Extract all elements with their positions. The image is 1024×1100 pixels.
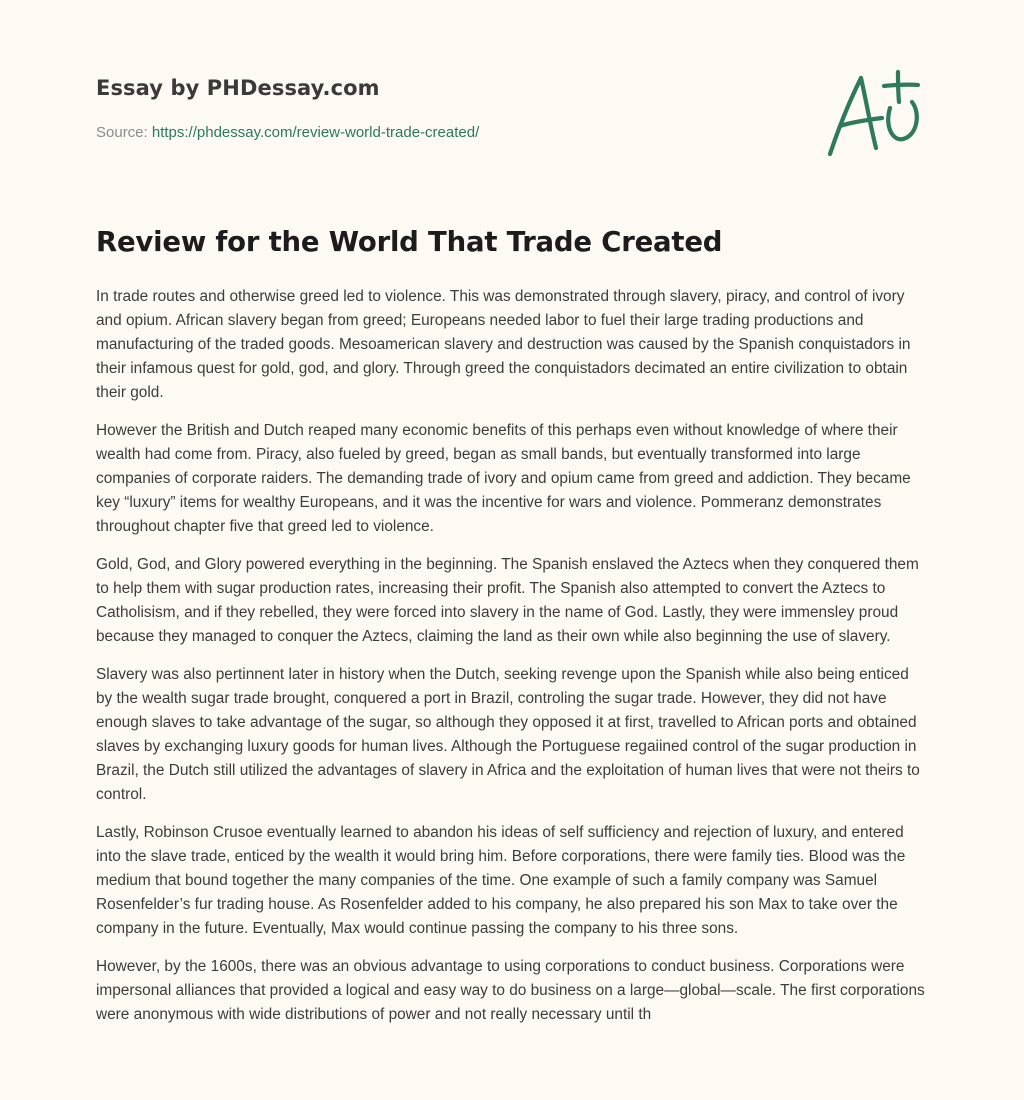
source-line [96, 124, 479, 141]
essay-paragraph: Gold, God, and Glory powered everything in the beginning. The Spanish enslaved the Aztecs when they conquered them to help them with sugar production rates, increasing their profit. The Spanish also attempted to convert the Aztecs to Catholisism, and if they rebelled, they were forced into slavery in the name of God. Lastly, they were immensley proud because they managed to conquer the Aztecs, claiming the land as their own while also beginning the use of slavery. [96, 556, 919, 645]
a-plus-logo-icon [826, 68, 926, 164]
essay-paragraph: However the British and Dutch reaped many economic benefits of this perhaps even without knowledge of where their wealth had come from. Piracy, also fueled by greed, began as small bands, but eventually transformed into large companies of corporate raiders. The demanding trade of ivory and opium came from greed and addiction. They became key “luxury” items for wealthy Europeans, and it was the incentive for wars and violence. Pommeranz demonstrates throughout chapter five that greed led to violence. [96, 422, 911, 535]
essay-paragraph: Slavery was also pertinnent later in history when the Dutch, seeking revenge upon the Spanish while also being enticed by the wealth sugar trade brought, conquered a port in Brazil, controling the sugar trade. However, they did not have enough slaves to take advantage of the sugar, so although they opposed it at first, travelled to African ports and obtained slaves by exchanging luxury goods for human lives. Although the Portuguese regaiined control of the sugar production in Brazil, the Dutch still utilized the advantages of slavery in Africa and the exploitation of human lives that were not theirs to control. [96, 666, 920, 803]
essay-paragraph: However, by the 1600s, there was an obvious advantage to using corporations to conduct business. Corporations were impersonal alliances that provided a logical and easy way to do business on a large—global—scale. The first corporations were anonymous with wide distributions of power and not really necessary until th [96, 958, 925, 1023]
source-link[interactable]: https://phdessay.com/review-world-trade-created/ [151, 124, 480, 141]
essay-paragraph: Lastly, Robinson Crusoe eventually learned to abandon his ideas of self sufficiency and rejection of luxury, and entered into the slave trade, enticed by the wealth it would bring him. Before corporations, there were family ties. Blood was the medium that bound together the many companies of the time. One example of such a family company was Samuel Rosenfelder’s fur trading house. As Rosenfelder added to his company, he also prepared his son Max to take over the company in the future. Eventually, Max would continue passing the company to his three sons. [96, 824, 906, 937]
essay-page [96, 0, 926, 1100]
site-brand[interactable]: Essay by PHDessay.com [96, 76, 380, 100]
page-header [96, 74, 926, 174]
essay-title: Review for the World That Trade Created [96, 226, 723, 258]
essay-paragraph: In trade routes and otherwise greed led to violence. This was demonstrated through slavery, piracy, and control of ivory and opium. African slavery began from greed; Europeans needed labor to fuel their large trading productions and manufacturing of the traded goods. Mesoamerican slavery and destruction was caused by the Spanish conquistadors in their infamous quest for gold, god, and glory. Through greed the conquistadors decimated an entire civilization to obtain their gold. [96, 288, 911, 401]
source-label: Source: [96, 124, 152, 141]
essay-body [96, 285, 926, 1041]
